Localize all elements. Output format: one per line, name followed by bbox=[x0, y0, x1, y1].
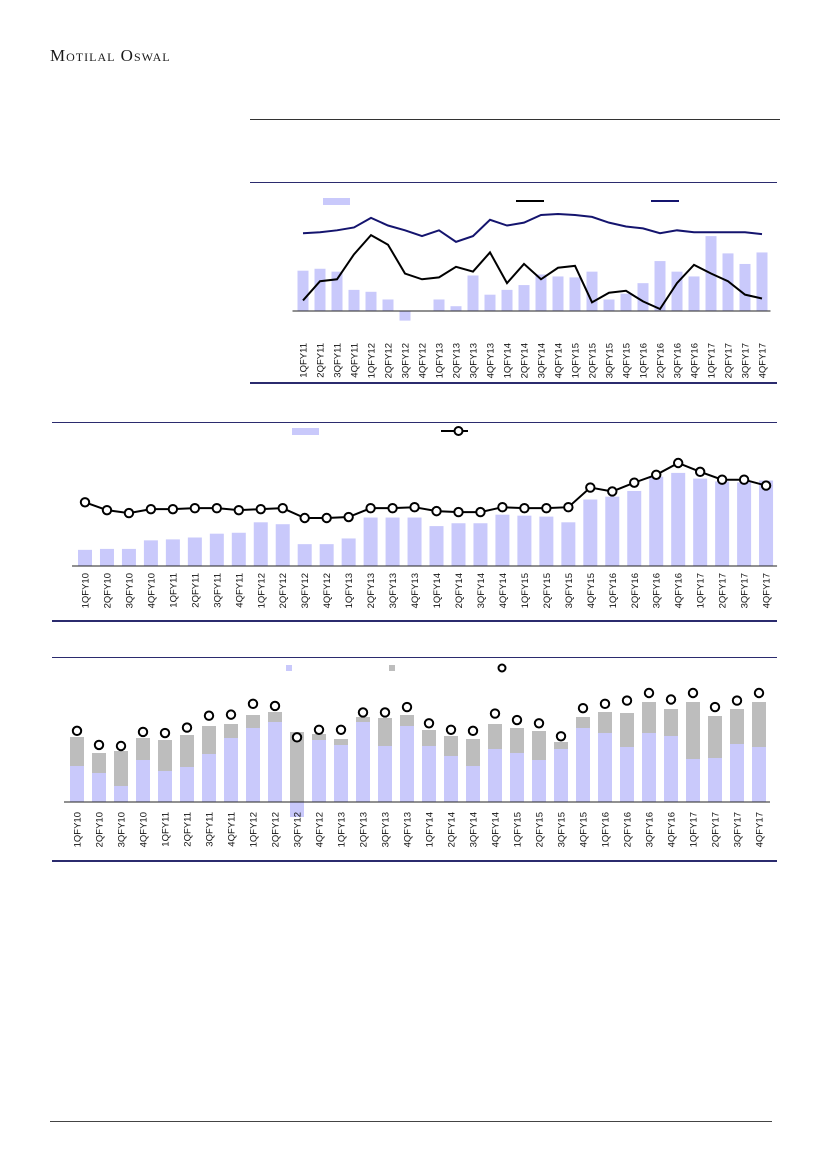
bar bbox=[188, 538, 202, 567]
bar bbox=[468, 275, 479, 311]
category-label: 3QFY11 bbox=[332, 343, 344, 378]
series-marker bbox=[711, 703, 719, 711]
series-marker bbox=[535, 719, 543, 727]
category-label: 4QFY11 bbox=[226, 812, 238, 847]
stacked-bar bbox=[510, 728, 524, 753]
series-marker bbox=[235, 506, 243, 514]
series-marker bbox=[623, 696, 631, 704]
bar bbox=[400, 311, 411, 321]
category-label: 3QFY10 bbox=[124, 573, 136, 609]
category-label: 3QFY17 bbox=[740, 343, 752, 379]
category-label: 2QFY16 bbox=[622, 812, 634, 848]
category-label: 4QFY16 bbox=[666, 812, 678, 848]
bar bbox=[386, 518, 400, 566]
bar bbox=[689, 276, 700, 311]
series-marker bbox=[359, 708, 367, 716]
category-label: 2QFY17 bbox=[723, 343, 735, 379]
stacked-bar bbox=[378, 718, 392, 746]
category-label: 2QFY14 bbox=[519, 343, 531, 379]
bar bbox=[598, 733, 612, 802]
series-marker bbox=[169, 505, 177, 513]
category-label: 4QFY13 bbox=[402, 812, 414, 848]
series-line bbox=[85, 463, 766, 518]
bar bbox=[671, 473, 685, 566]
bar bbox=[715, 481, 729, 566]
category-label: 1QFY15 bbox=[512, 812, 524, 848]
bar bbox=[400, 726, 414, 802]
stacked-bar bbox=[92, 753, 106, 773]
series-marker bbox=[183, 723, 191, 731]
bar bbox=[298, 544, 312, 566]
category-label: 1QFY13 bbox=[336, 812, 348, 848]
series-marker bbox=[139, 728, 147, 736]
category-label: 2QFY12 bbox=[270, 812, 282, 848]
stacked-bar bbox=[246, 715, 260, 728]
stacked-bar bbox=[642, 702, 656, 733]
category-label: 4QFY15 bbox=[585, 573, 597, 609]
bar bbox=[202, 754, 216, 802]
category-label: 3QFY16 bbox=[672, 343, 684, 379]
category-label: 2QFY11 bbox=[190, 573, 202, 608]
series-marker bbox=[344, 513, 352, 521]
bar bbox=[740, 264, 751, 311]
series-marker bbox=[733, 696, 741, 704]
bar bbox=[451, 306, 462, 311]
bar bbox=[122, 549, 136, 566]
bar bbox=[627, 491, 641, 566]
category-label: 3QFY17 bbox=[739, 573, 751, 609]
category-label: 4QFY16 bbox=[689, 343, 701, 379]
series-marker bbox=[95, 741, 103, 749]
stacked-bar bbox=[444, 736, 458, 756]
category-label: 1QFY15 bbox=[519, 573, 531, 609]
category-label: 1QFY17 bbox=[695, 573, 707, 609]
category-label: 1QFY15 bbox=[570, 343, 582, 379]
category-label: 2QFY14 bbox=[453, 573, 465, 609]
series-marker bbox=[103, 506, 111, 514]
bar bbox=[466, 766, 480, 802]
series-marker bbox=[388, 504, 396, 512]
series-marker bbox=[652, 471, 660, 479]
series-marker bbox=[161, 729, 169, 737]
bar bbox=[642, 733, 656, 802]
series-marker bbox=[249, 700, 257, 708]
bar bbox=[752, 747, 766, 802]
series-marker bbox=[205, 712, 213, 720]
bar bbox=[315, 269, 326, 311]
bar bbox=[383, 299, 394, 311]
category-label: 4QFY15 bbox=[578, 812, 590, 848]
bar bbox=[320, 544, 334, 566]
bar bbox=[224, 738, 238, 802]
series-marker bbox=[271, 702, 279, 710]
series-marker bbox=[403, 703, 411, 711]
legend-swatch-bar bbox=[292, 428, 319, 435]
category-label: 2QFY11 bbox=[315, 343, 327, 378]
category-label: 3QFY13 bbox=[468, 343, 480, 379]
series-marker bbox=[564, 503, 572, 511]
bar bbox=[356, 722, 370, 802]
category-label: 1QFY16 bbox=[607, 573, 619, 609]
bar bbox=[246, 728, 260, 802]
category-label: 3QFY16 bbox=[651, 573, 663, 609]
series-marker bbox=[696, 468, 704, 476]
bar bbox=[708, 758, 722, 802]
category-label: 2QFY17 bbox=[717, 573, 729, 609]
series-marker bbox=[718, 475, 726, 483]
stacked-bar bbox=[686, 702, 700, 759]
series-marker bbox=[73, 727, 81, 735]
series-marker bbox=[366, 504, 374, 512]
category-label: 2QFY11 bbox=[182, 812, 194, 847]
series-marker bbox=[689, 689, 697, 697]
series-marker bbox=[469, 727, 477, 735]
category-label: 3QFY15 bbox=[563, 573, 575, 609]
category-label: 1QFY12 bbox=[256, 573, 268, 609]
category-label: 1QFY12 bbox=[366, 343, 378, 379]
series-marker bbox=[410, 503, 418, 511]
bar bbox=[517, 516, 531, 566]
category-label: 2QFY15 bbox=[534, 812, 546, 848]
category-label: 4QFY17 bbox=[754, 812, 766, 848]
series-marker bbox=[740, 475, 748, 483]
category-label: 3QFY11 bbox=[212, 573, 224, 608]
series-marker bbox=[579, 704, 587, 712]
bar bbox=[378, 746, 392, 802]
bar bbox=[587, 272, 598, 311]
category-label: 4QFY12 bbox=[322, 573, 334, 609]
category-label: 4QFY16 bbox=[673, 573, 685, 609]
category-label: 3QFY14 bbox=[475, 573, 487, 609]
bar bbox=[583, 500, 597, 567]
category-label: 1QFY13 bbox=[434, 343, 446, 379]
category-label: 4QFY13 bbox=[410, 573, 422, 609]
series-marker bbox=[322, 514, 330, 522]
bar bbox=[158, 771, 172, 802]
bar bbox=[532, 760, 546, 802]
stacked-bar bbox=[70, 737, 84, 766]
category-label: 4QFY10 bbox=[138, 812, 150, 848]
category-label: 1QFY11 bbox=[298, 343, 310, 378]
bar bbox=[364, 518, 378, 566]
stacked-bar bbox=[334, 739, 348, 745]
series-marker bbox=[125, 509, 133, 517]
bar bbox=[539, 517, 553, 566]
category-label: 1QFY16 bbox=[600, 812, 612, 848]
series-marker bbox=[674, 459, 682, 467]
category-label: 3QFY15 bbox=[604, 343, 616, 379]
bar bbox=[232, 533, 246, 566]
bar bbox=[180, 767, 194, 802]
category-label: 2QFY12 bbox=[383, 343, 395, 379]
stacked-bar bbox=[664, 709, 678, 736]
bar bbox=[334, 745, 348, 802]
stacked-bar bbox=[598, 712, 612, 733]
bar bbox=[473, 523, 487, 566]
series-marker bbox=[147, 505, 155, 513]
category-label: 1QFY14 bbox=[432, 573, 444, 609]
bar bbox=[649, 477, 663, 566]
bar bbox=[210, 534, 224, 566]
bar bbox=[298, 271, 309, 311]
legend-swatch-square bbox=[286, 665, 292, 671]
bar bbox=[312, 740, 326, 802]
bar bbox=[408, 518, 422, 566]
category-label: 4QFY14 bbox=[497, 573, 509, 609]
category-label: 4QFY12 bbox=[314, 812, 326, 848]
bar bbox=[495, 515, 509, 566]
category-label: 1QFY13 bbox=[344, 573, 356, 609]
bar bbox=[268, 722, 282, 802]
series-marker bbox=[301, 514, 309, 522]
bar bbox=[114, 786, 128, 802]
bar bbox=[78, 550, 92, 566]
bar bbox=[604, 299, 615, 311]
bar bbox=[576, 728, 590, 802]
bar bbox=[605, 497, 619, 566]
category-label: 1QFY14 bbox=[424, 812, 436, 848]
bar bbox=[366, 292, 377, 311]
series-marker bbox=[542, 504, 550, 512]
bar bbox=[166, 539, 180, 566]
category-label: 1QFY12 bbox=[248, 812, 260, 848]
category-label: 2QFY10 bbox=[102, 573, 114, 609]
stacked-bar bbox=[136, 738, 150, 760]
stacked-bar bbox=[180, 735, 194, 767]
bar bbox=[554, 749, 568, 802]
legend-swatch-square bbox=[389, 665, 395, 671]
stacked-bar bbox=[708, 716, 722, 758]
category-label: 1QFY11 bbox=[168, 573, 180, 608]
bar bbox=[759, 481, 773, 567]
chart-3 bbox=[64, 665, 770, 848]
brand-logo: Motilal Oswal bbox=[50, 46, 171, 65]
bar bbox=[693, 479, 707, 566]
series-marker bbox=[498, 503, 506, 511]
category-label: 2QFY14 bbox=[446, 812, 458, 848]
stacked-bar bbox=[488, 724, 502, 749]
bar bbox=[434, 299, 445, 311]
category-label: 2QFY10 bbox=[94, 812, 106, 848]
category-label: 2QFY13 bbox=[366, 573, 378, 609]
category-label: 2QFY16 bbox=[629, 573, 641, 609]
bar bbox=[485, 295, 496, 311]
bar bbox=[422, 746, 436, 802]
series-line bbox=[303, 214, 762, 242]
bar bbox=[519, 285, 530, 311]
category-label: 3QFY16 bbox=[644, 812, 656, 848]
category-label: 3QFY10 bbox=[116, 812, 128, 848]
bar bbox=[430, 526, 444, 566]
category-label: 3QFY14 bbox=[536, 343, 548, 379]
bar bbox=[570, 277, 581, 311]
category-label: 1QFY17 bbox=[706, 343, 718, 379]
series-marker bbox=[227, 710, 235, 718]
bar bbox=[92, 773, 106, 802]
category-label: 3QFY13 bbox=[380, 812, 392, 848]
stacked-bar bbox=[158, 740, 172, 771]
chart-1 bbox=[293, 198, 771, 378]
bar bbox=[737, 482, 751, 566]
series-marker bbox=[191, 504, 199, 512]
bar bbox=[553, 276, 564, 311]
category-label: 2QFY17 bbox=[710, 812, 722, 848]
bar bbox=[342, 538, 356, 566]
category-label: 1QFY10 bbox=[72, 812, 84, 848]
category-label: 2QFY12 bbox=[278, 573, 290, 609]
bar bbox=[664, 736, 678, 802]
series-marker bbox=[667, 695, 675, 703]
stacked-bar bbox=[554, 742, 568, 749]
category-label: 1QFY11 bbox=[160, 812, 172, 847]
series-marker bbox=[586, 483, 594, 491]
category-label: 4QFY11 bbox=[349, 343, 361, 378]
bar bbox=[444, 756, 458, 802]
series-marker bbox=[257, 505, 265, 513]
stacked-bar bbox=[224, 724, 238, 738]
bar bbox=[349, 290, 360, 311]
bar bbox=[488, 749, 502, 802]
series-marker bbox=[432, 507, 440, 515]
bar bbox=[451, 523, 465, 566]
legend-swatch-marker bbox=[455, 427, 463, 435]
category-label: 2QFY13 bbox=[358, 812, 370, 848]
stacked-bar bbox=[422, 730, 436, 746]
stacked-bar bbox=[268, 712, 282, 722]
bar bbox=[254, 522, 268, 566]
series-marker bbox=[476, 508, 484, 516]
category-label: 4QFY10 bbox=[146, 573, 158, 609]
category-label: 3QFY13 bbox=[388, 573, 400, 609]
category-label: 1QFY10 bbox=[80, 573, 92, 609]
legend-swatch-marker bbox=[499, 665, 506, 672]
category-label: 4QFY17 bbox=[761, 573, 773, 609]
category-label: 1QFY14 bbox=[502, 343, 514, 379]
series-marker bbox=[491, 709, 499, 717]
series-marker bbox=[755, 689, 763, 697]
bar bbox=[621, 294, 632, 311]
category-label: 4QFY13 bbox=[485, 343, 497, 379]
stacked-bar bbox=[400, 715, 414, 726]
series-marker bbox=[213, 504, 221, 512]
category-label: 4QFY17 bbox=[757, 343, 769, 379]
series-marker bbox=[425, 719, 433, 727]
series-marker bbox=[337, 726, 345, 734]
legend-swatch-bar bbox=[323, 198, 350, 205]
bar bbox=[638, 283, 649, 311]
series-marker bbox=[117, 742, 125, 750]
series-marker bbox=[601, 700, 609, 708]
bar bbox=[502, 290, 513, 311]
stacked-bar bbox=[730, 709, 744, 744]
bar bbox=[510, 753, 524, 802]
series-marker bbox=[520, 504, 528, 512]
category-label: 2QFY15 bbox=[541, 573, 553, 609]
category-label: 4QFY14 bbox=[490, 812, 502, 848]
chart-2 bbox=[72, 427, 777, 608]
category-label: 3QFY11 bbox=[204, 812, 216, 847]
bar bbox=[136, 760, 150, 802]
category-label: 2QFY15 bbox=[587, 343, 599, 379]
category-label: 4QFY15 bbox=[621, 343, 633, 379]
series-marker bbox=[293, 733, 301, 741]
category-label: 2QFY16 bbox=[655, 343, 667, 379]
stacked-bar bbox=[356, 717, 370, 722]
stacked-bar bbox=[466, 739, 480, 766]
category-label: 4QFY11 bbox=[234, 573, 246, 608]
stacked-bar bbox=[202, 726, 216, 754]
category-label: 4QFY12 bbox=[417, 343, 429, 379]
series-marker bbox=[279, 504, 287, 512]
category-label: 3QFY12 bbox=[300, 573, 312, 609]
series-marker bbox=[454, 508, 462, 516]
category-label: 3QFY12 bbox=[400, 343, 412, 379]
bar bbox=[620, 747, 634, 802]
series-marker bbox=[608, 487, 616, 495]
bar bbox=[757, 252, 768, 311]
series-marker bbox=[630, 478, 638, 486]
series-marker bbox=[645, 689, 653, 697]
stacked-bar bbox=[114, 751, 128, 786]
series-marker bbox=[81, 498, 89, 506]
category-label: 2QFY13 bbox=[451, 343, 463, 379]
bar bbox=[144, 540, 158, 566]
stacked-bar bbox=[532, 731, 546, 760]
series-marker bbox=[447, 726, 455, 734]
category-label: 1QFY17 bbox=[688, 812, 700, 848]
stacked-bar bbox=[620, 713, 634, 747]
category-label: 4QFY14 bbox=[553, 343, 565, 379]
bar bbox=[686, 759, 700, 802]
bar bbox=[70, 766, 84, 802]
bar bbox=[276, 524, 290, 566]
stacked-bar bbox=[576, 717, 590, 728]
series-marker bbox=[315, 726, 323, 734]
stacked-bar bbox=[752, 702, 766, 747]
series-marker bbox=[762, 481, 770, 489]
bar bbox=[561, 522, 575, 566]
bar bbox=[730, 744, 744, 802]
bar bbox=[100, 549, 114, 566]
series-marker bbox=[381, 708, 389, 716]
series-marker bbox=[513, 716, 521, 724]
category-label: 1QFY16 bbox=[638, 343, 650, 379]
category-label: 3QFY15 bbox=[556, 812, 568, 848]
category-label: 3QFY12 bbox=[292, 812, 304, 848]
series-marker bbox=[557, 732, 565, 740]
category-label: 3QFY14 bbox=[468, 812, 480, 848]
category-label: 3QFY17 bbox=[732, 812, 744, 848]
